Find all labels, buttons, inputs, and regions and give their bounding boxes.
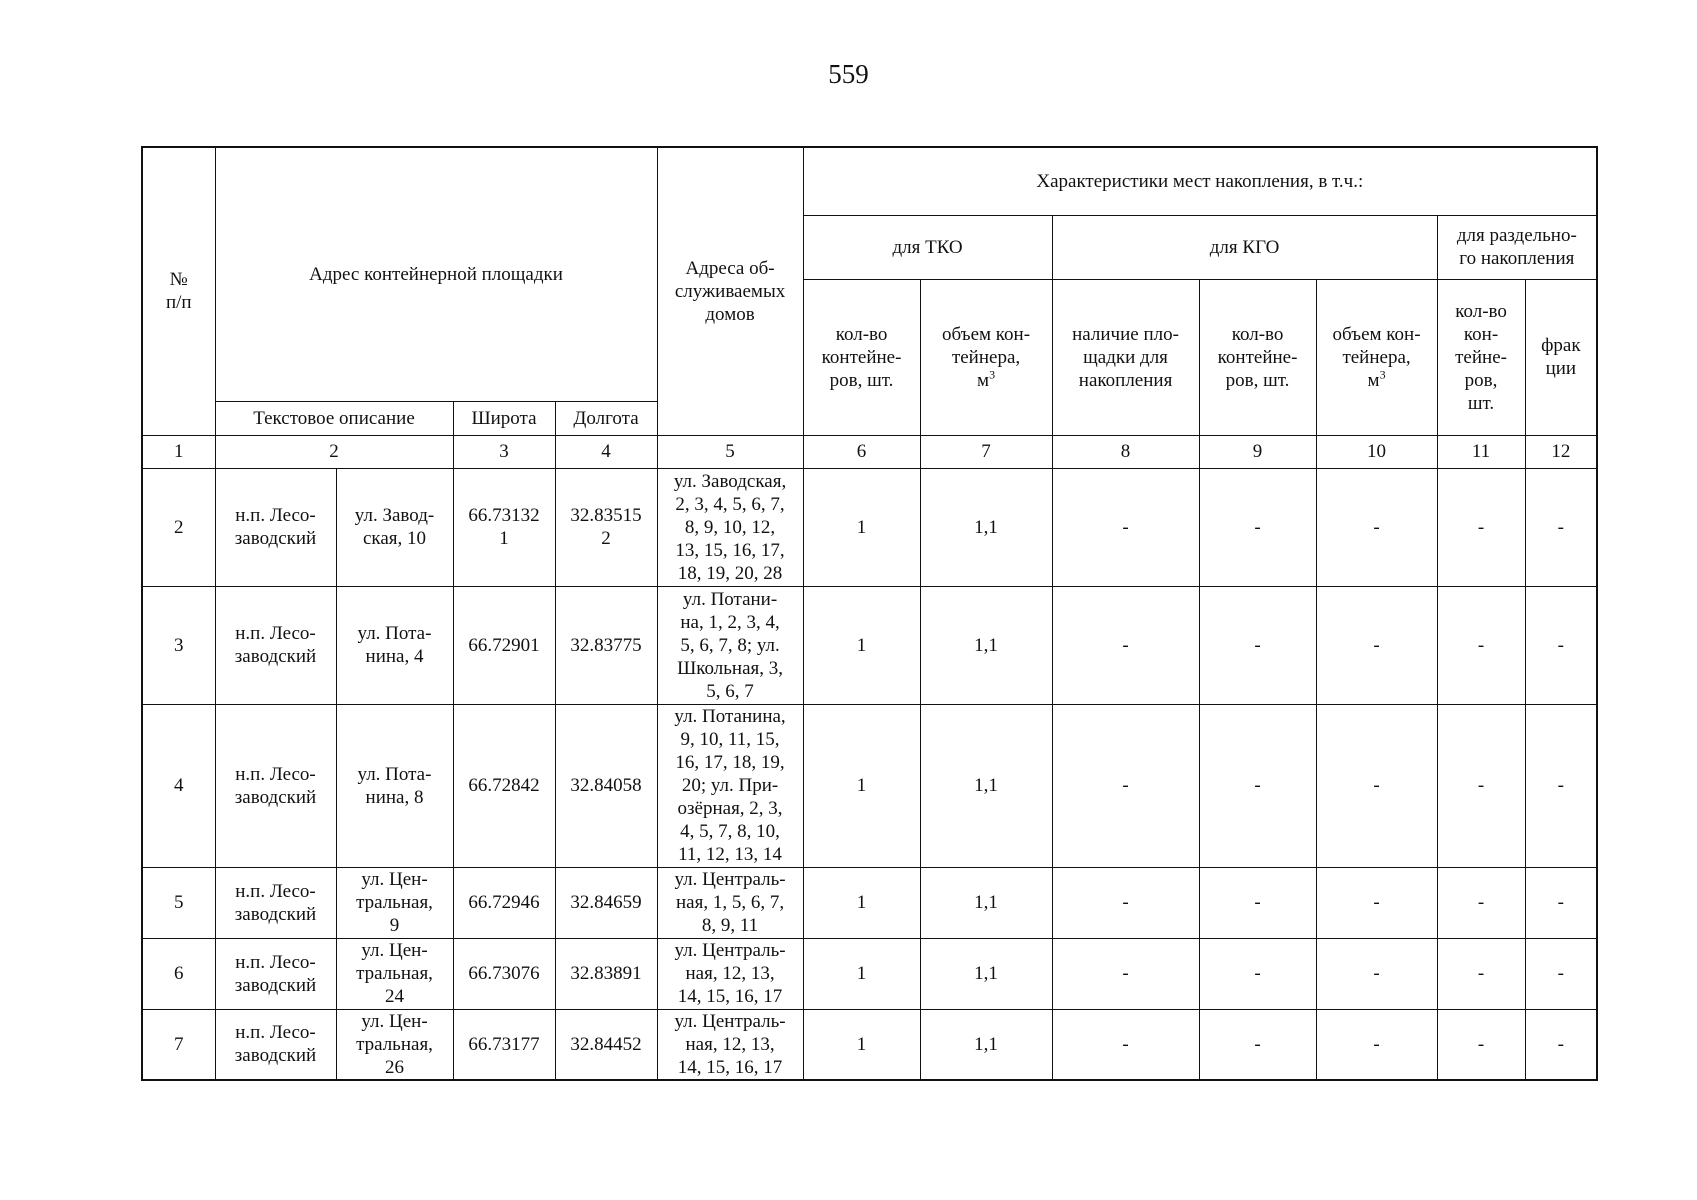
row-kgo-volume: - [1316,704,1437,867]
col-number: 12 [1525,435,1597,468]
col-number: 2 [215,435,453,468]
row-lon: 32.84058 [555,704,657,867]
row-settlement: н.п. Лесо- заводский [215,704,336,867]
row-kgo-count: - [1199,1009,1316,1080]
row-sep-count: - [1437,938,1525,1009]
row-settlement: н.п. Лесо- заводский [215,586,336,704]
row-houses: ул. Централь- ная, 12, 13, 14, 15, 16, 17 [657,1009,803,1080]
row-lon: 32.84452 [555,1009,657,1080]
header-separate: для раздельно- го накопления [1437,215,1597,279]
row-kgo-site: - [1052,586,1199,704]
header-lat: Широта [453,401,555,435]
header-kgo-count: кол-во контейне- ров, шт. [1199,279,1316,435]
row-num: 3 [142,586,215,704]
row-num: 5 [142,867,215,938]
row-sep-count: - [1437,704,1525,867]
header-tko-volume: объем кон- тейнера, $м^3$ [920,279,1052,435]
header-num: № п/п [142,147,215,435]
row-kgo-volume: - [1316,468,1437,586]
row-lon: 32.83891 [555,938,657,1009]
row-lat: 66.73076 [453,938,555,1009]
row-tko-volume: 1,1 [920,867,1052,938]
row-street: ул. Пота- нина, 8 [336,704,453,867]
row-houses: ул. Централь- ная, 12, 13, 14, 15, 16, 17 [657,938,803,1009]
row-houses: ул. Централь- ная, 1, 5, 6, 7, 8, 9, 11 [657,867,803,938]
table-row [142,867,1597,938]
header-sep-fraction: фрак ции [1525,279,1597,435]
row-houses: ул. Потани- на, 1, 2, 3, 4, 5, 6, 7, 8; ул. Школьная, 3, 5, 6, 7 [657,586,803,704]
row-settlement: н.п. Лесо- заводский [215,1009,336,1080]
row-kgo-site: - [1052,1009,1199,1080]
row-tko-count: 1 [803,586,920,704]
row-lat: 66.72946 [453,867,555,938]
header-text-desc: Текстовое описание [215,401,453,435]
row-lat: 66.72842 [453,704,555,867]
row-street: ул. Пота- нина, 4 [336,586,453,704]
row-tko-volume: 1,1 [920,938,1052,1009]
table-row [142,704,1597,867]
row-tko-count: 1 [803,867,920,938]
row-kgo-volume: - [1316,586,1437,704]
header-sep-count: кол-во кон- тейне- ров, шт. [1437,279,1525,435]
row-kgo-count: - [1199,468,1316,586]
row-tko-count: 1 [803,704,920,867]
row-lon: 32.84659 [555,867,657,938]
col-number: 9 [1199,435,1316,468]
row-kgo-site: - [1052,867,1199,938]
col-number: 3 [453,435,555,468]
row-sep-fraction: - [1525,468,1597,586]
row-kgo-count: - [1199,586,1316,704]
row-sep-count: - [1437,1009,1525,1080]
column-number-row [142,435,1597,468]
col-number: 8 [1052,435,1199,468]
row-settlement: н.п. Лесо- заводский [215,938,336,1009]
row-tko-volume: 1,1 [920,586,1052,704]
header-characteristics: Характеристики мест накопления, в т.ч.: [803,147,1597,215]
row-kgo-volume: - [1316,938,1437,1009]
row-num: 4 [142,704,215,867]
col-number: 7 [920,435,1052,468]
row-num: 6 [142,938,215,1009]
col-number: 1 [142,435,215,468]
header-served-houses: Адреса об- служиваемых домов [657,147,803,435]
table-body [142,468,1597,1080]
row-sep-count: - [1437,586,1525,704]
row-street: ул. Цен- тральная, 9 [336,867,453,938]
row-sep-fraction: - [1525,704,1597,867]
row-kgo-volume: - [1316,1009,1437,1080]
row-kgo-count: - [1199,867,1316,938]
row-num: 7 [142,1009,215,1080]
row-kgo-site: - [1052,468,1199,586]
col-number: 5 [657,435,803,468]
row-tko-count: 1 [803,1009,920,1080]
col-number: 4 [555,435,657,468]
table-row [142,468,1597,586]
row-lat: 66.72901 [453,586,555,704]
header-address: Адрес контейнерной площадки [215,147,657,401]
header-kgo: для КГО [1052,215,1437,279]
row-tko-volume: 1,1 [920,468,1052,586]
table-header [142,147,1597,468]
row-tko-count: 1 [803,938,920,1009]
row-kgo-count: - [1199,704,1316,867]
row-tko-volume: 1,1 [920,704,1052,867]
row-sep-fraction: - [1525,938,1597,1009]
table-row [142,1009,1597,1080]
page-number: 559 [828,59,869,89]
col-number: 6 [803,435,920,468]
row-num: 2 [142,468,215,586]
row-sep-fraction: - [1525,1009,1597,1080]
row-sep-fraction: - [1525,586,1597,704]
row-settlement: н.п. Лесо- заводский [215,468,336,586]
row-lat: 66.73132 1 [453,468,555,586]
row-tko-count: 1 [803,468,920,586]
row-sep-count: - [1437,468,1525,586]
col-number: 11 [1437,435,1525,468]
row-lon: 32.83515 2 [555,468,657,586]
row-street: ул. Цен- тральная, 24 [336,938,453,1009]
container-sites-table [141,146,1598,1081]
row-houses: ул. Потанина, 9, 10, 11, 15, 16, 17, 18, 19, 20; ул. При- озёрная, 2, 3, 4, 5, 7, 8, 10, 11, 12, 13, 14 [657,704,803,867]
table-row [142,938,1597,1009]
row-sep-count: - [1437,867,1525,938]
row-tko-volume: 1,1 [920,1009,1052,1080]
row-street: ул. Завод- ская, 10 [336,468,453,586]
row-lon: 32.83775 [555,586,657,704]
header-tko-count: кол-во контейне- ров, шт. [803,279,920,435]
row-kgo-site: - [1052,704,1199,867]
row-kgo-count: - [1199,938,1316,1009]
row-kgo-site: - [1052,938,1199,1009]
row-sep-fraction: - [1525,867,1597,938]
header-kgo-volume: объем кон- тейнера, $м^3$ [1316,279,1437,435]
row-lat: 66.73177 [453,1009,555,1080]
header-kgo-site: наличие пло- щадки для накопления [1052,279,1199,435]
row-settlement: н.п. Лесо- заводский [215,867,336,938]
row-street: ул. Цен- тральная, 26 [336,1009,453,1080]
table-row [142,586,1597,704]
row-houses: ул. Заводская, 2, 3, 4, 5, 6, 7, 8, 9, 10, 12, 13, 15, 16, 17, 18, 19, 20, 28 [657,468,803,586]
col-number: 10 [1316,435,1437,468]
header-lon: Долгота [555,401,657,435]
row-kgo-volume: - [1316,867,1437,938]
header-tko: для ТКО [803,215,1052,279]
